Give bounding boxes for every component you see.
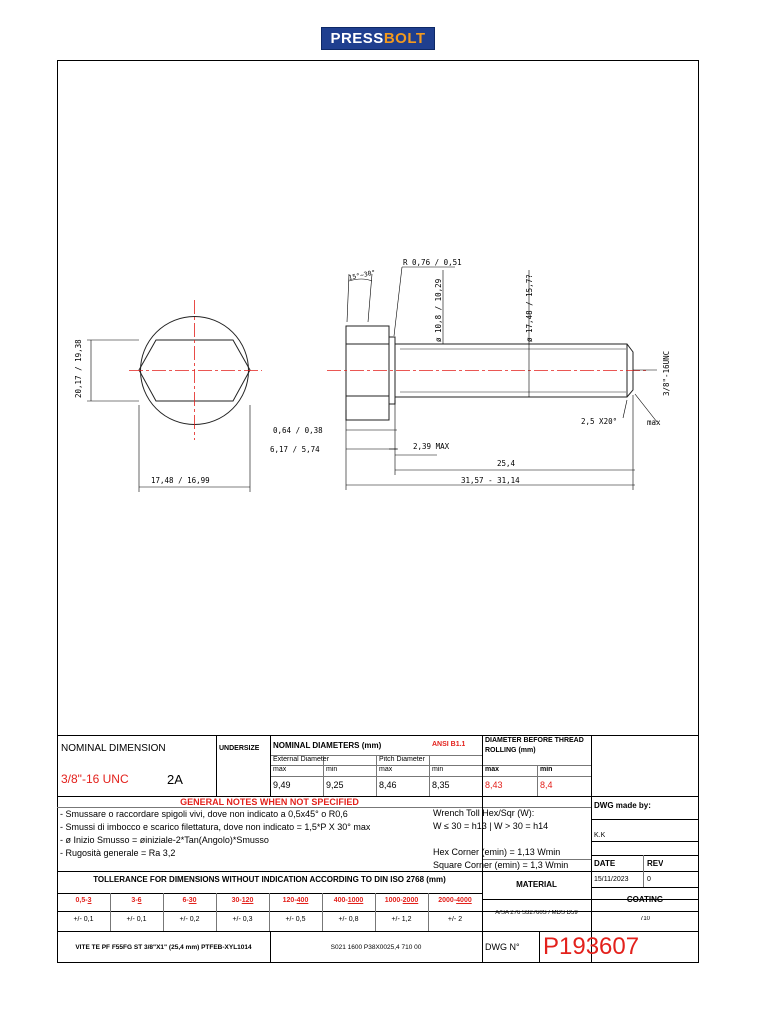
tolerance-5: +/- 0,5 xyxy=(285,916,306,923)
nominal-dimension-label: NOMINAL DIMENSION xyxy=(61,743,166,754)
ansi-label: ANSI B1.1 xyxy=(432,741,466,748)
bolt-technical-drawing xyxy=(57,60,699,735)
nominal-diameters-label: NOMINAL DIAMETERS (mm) xyxy=(273,741,382,750)
general-notes-title: GENERAL NOTES WHEN NOT SPECIFIED xyxy=(180,797,359,807)
wrench-title: Wrench Toll Hex/Sqr (W): xyxy=(433,808,535,818)
pitch-diameter-label: Pitch Diameter xyxy=(379,756,425,763)
nominal-value: 3/8"-16 UNC xyxy=(61,772,129,786)
dim-angle: 15°~30° xyxy=(347,268,377,282)
tolerance-4: +/- 0,3 xyxy=(232,916,253,923)
range-1: 0,5-3 xyxy=(75,897,92,904)
dim-radius: R 0,76 / 0,51 xyxy=(403,258,462,267)
ext-min-value: 9,25 xyxy=(326,780,344,790)
title-block xyxy=(57,735,699,963)
description: VITE TE PF F55FG ST 3/8"X1" (25,4 mm) PTFEB-XYL1014 xyxy=(75,944,252,951)
tolerance-8: +/- 2 xyxy=(447,916,463,923)
range-3: 6-30 xyxy=(182,897,197,904)
undersize-label: UNDERSIZE xyxy=(219,745,260,752)
dim-body-dia: ø 17,48 / 15,7? xyxy=(525,274,534,342)
pressbolt-logo xyxy=(321,27,435,50)
pitch-max-value: 8,46 xyxy=(379,780,397,790)
dim-thread-length: 25,4 xyxy=(497,459,516,468)
dim-thread: 3/8"-16UNC xyxy=(662,350,671,396)
dim-thread-runout: 2,39 MAX xyxy=(413,442,450,451)
material-value: A/SA 276 S32760S / MDS D59 xyxy=(495,910,578,916)
note-2: - Smussi di imbocco e scarico filettatura, dove non indicato = 1,5*P X 30° max xyxy=(60,822,371,832)
dwg-no-label: DWG N° xyxy=(485,942,520,952)
hex-corner: Hex Corner (emin) = 1,13 Wmin xyxy=(433,847,561,857)
square-corner: Square Corner (emin) = 1,3 Wmin xyxy=(433,860,569,870)
dim-chamfer: 2,5 X20° xyxy=(581,417,618,426)
tolerance-7: +/- 1,2 xyxy=(391,916,412,923)
range-7: 1000-2000 xyxy=(384,897,419,904)
rev-value: 0 xyxy=(647,876,651,883)
note-1: - Smussare o raccordare spigoli vivi, dove non indicato a 0,5x45° o R0,6 xyxy=(60,809,348,819)
dim-washer-face-dia: ø 10,8 / 10,29 xyxy=(434,278,443,342)
dim-across-flats: 17,48 / 16,99 xyxy=(151,476,210,485)
dim-across-corners: 20,17 / 19,38 xyxy=(74,339,83,398)
dwg-made-by-label: DWG made by: xyxy=(594,801,651,810)
before-min-label: min xyxy=(540,766,553,773)
head-side-outline xyxy=(346,326,389,420)
diameter-before-label: DIAMETER BEFORE THREAD ROLLING (mm) xyxy=(485,737,584,754)
coating-value: 710 xyxy=(639,916,650,922)
class-value: 2A xyxy=(167,772,183,787)
date-label: DATE xyxy=(594,859,616,868)
before-min-value: 8,4 xyxy=(540,780,553,790)
dim-length: 31,57 - 31,14 xyxy=(461,476,520,485)
material-label: MATERIAL xyxy=(516,880,557,889)
pitch-min-value: 8,35 xyxy=(432,780,450,790)
range-6: 400-1000 xyxy=(333,897,364,904)
range-5: 120-400 xyxy=(282,897,309,904)
range-4: 30-120 xyxy=(231,897,254,904)
dim-chamfer-max: max xyxy=(647,418,661,427)
ext-max-label: max xyxy=(273,766,287,773)
note-3: - ø Inizio Smusso = øiniziale-2*Tan(Angolo)*Smusso xyxy=(60,835,269,845)
dim-washer-thickness: 0,64 / 0,38 xyxy=(273,426,323,435)
dwg-no-value: P193607 xyxy=(543,933,640,960)
external-diameter-label: External Diameter xyxy=(273,756,330,763)
rev-label: REV xyxy=(647,859,664,868)
range-2: 3-6 xyxy=(131,897,142,904)
before-max-label: max xyxy=(485,766,500,773)
logo-part-bolt: BOLT xyxy=(383,30,426,47)
tolerance-2: +/- 0,1 xyxy=(126,916,147,923)
dim-head-height: 6,17 / 5,74 xyxy=(270,445,320,454)
ext-min-label: min xyxy=(326,766,338,773)
tolerance-6: +/- 0,8 xyxy=(338,916,359,923)
tolerance-1: +/- 0,1 xyxy=(73,916,94,923)
logo-part-press: PRESS xyxy=(330,30,384,47)
pitch-min-label: min xyxy=(432,766,444,773)
before-max-value: 8,43 xyxy=(485,780,503,790)
ext-max-value: 9,49 xyxy=(273,780,291,790)
tolerance-3: +/- 0,2 xyxy=(179,916,200,923)
code: S021 1600 P38X0025,4 710 00 xyxy=(330,944,422,951)
dwg-made-by-value: K.K xyxy=(594,832,606,839)
date-value: 15/11/2023 xyxy=(594,876,629,883)
coating-label: COATING xyxy=(626,895,664,904)
pitch-max-label: max xyxy=(379,766,393,773)
note-4: - Rugosità generale = Ra 3,2 xyxy=(60,848,176,858)
tolerance-title: TOLLERANCE FOR DIMENSIONS WITHOUT INDICATION ACCORDING TO DIN ISO 2768 (mm) xyxy=(93,875,446,884)
wrench-rule: W ≤ 30 = h13 | W > 30 = h14 xyxy=(433,821,549,831)
range-8: 2000-4000 xyxy=(438,897,472,904)
